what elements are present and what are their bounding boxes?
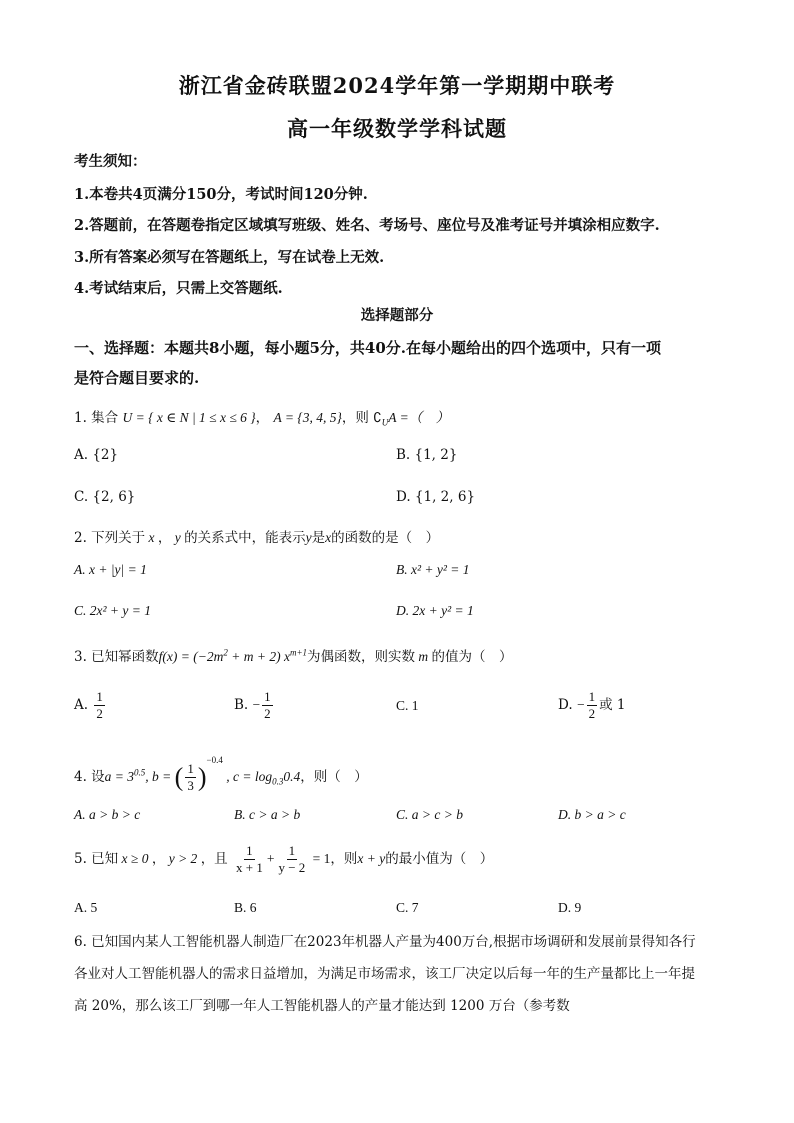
question-6-stem [74,926,724,1022]
set-a: A = {3, 4, 5} [273,410,342,425]
question-1-stem: 1. 集合 U = { x ∈ N | 1 ≤ x ≤ 6 }， A = {3, 4, 5}，则 $∁_UA$ =（ ） [74,410,450,428]
power-function-expression: $f(x) = (-2m^2 + m + 2)$ $x^{m+1}$ [158,647,308,664]
question-4-option-b: B. c > a > b [234,807,301,822]
section-title: 选择题部分 [360,307,434,324]
question-5-stem: 5. 已知 x ≥ 0 ， y > 2 ，且 $\frac{1}{x + 1}$ + $\frac{1}{y - 2}$ = 1，则x + y的最小值为（ ） [74,843,494,875]
exam-subtitle: 高一年级数学学科试题 [287,116,507,141]
question-2-stem: 2. 下列关于 x ， y 的关系式中，能表示y是x的函数的是（ ） [74,530,440,546]
notice-item: 2.答题前，在答题卷指定区域填写班级、姓名、考场号、座位号及准考证号并填涂相应数字. [74,217,660,234]
question-3-option-d: D. − $\frac{1}{2}$ 或 1 [558,689,626,721]
question-2-option-d: D. 2x + y² = 1 [396,603,474,618]
expression-a: $a = 3^{0.5}$, b = [104,767,175,784]
notice-item: 1.本卷共4页满分150分，考试时间120分钟. [74,186,368,203]
notice-item: 3.所有答案必须写在答题纸上，写在试卷上无效. [74,249,385,266]
question-4-option-a: A. a > b > c [74,807,141,822]
question-2-option-b: B. x² + y² = 1 [396,562,470,577]
notice-heading: 考生须知： [74,153,147,170]
notice-item: 4.考试结束后，只需上交答题纸. [74,280,283,297]
exam-title: 浙江省金砖联盟2024学年第一学期期中联考 [178,73,616,98]
question-2-option-a: A. x + |y| = 1 [74,562,147,577]
question-4-option-c: C. a > c > b [396,807,463,822]
question-2-option-c: C. 2x² + y = 1 [74,603,152,618]
question-6-line: 各业对人工智能机器人的需求日益增加，为满足市场需求，该工厂决定以后每一年的生产量都比上一年提 [74,966,695,982]
question-5-option-d: D. 9 [558,900,582,915]
question-1-option-b: B. {1, 2} [396,447,458,463]
question-1-option-a: A. {2} [74,447,119,463]
question-3-stem: 3. 已知幂函数$f(x) = (-2m^2 + m + 2)$ $x^{m+1}$为偶函数，则实数 m 的值为（ ） [74,647,513,665]
question-4-stem: 4. 设$a = 3^{0.5}$, b = ( $\frac{1}{3}$ )$^{-0.4}$ , $c = \log_{0.3}0.4$，则（ ） [74,755,368,793]
question-3-option-c: C. 1 [396,698,419,713]
question-5-option-b: B. 6 [234,900,257,915]
question-1-option-c: C. {2, 6} [74,489,136,505]
question-6-line: 高 20%，那么该工厂到哪一年人工智能机器人的产量才能达到 1200 万台（参考数 [74,998,570,1014]
question-4-option-d: D. b > a > c [558,807,626,822]
question-5-option-a: A. 5 [74,900,98,915]
question-5-option-c: C. 7 [396,900,419,915]
part-instruction-line: 是符合题目要求的. [74,369,200,387]
question-1-option-d: D. {1, 2, 6} [396,489,476,505]
question-3-option-b: B. − $\frac{1}{2}$ [234,689,271,721]
part-instruction [74,333,724,393]
part-instruction-line: 一、选择题：本题共8小题，每小题5分，共40分.在每小题给出的四个选项中，只有一项 [74,339,661,357]
question-3-option-a: A. $\frac{1}{2}$ [74,689,103,721]
set-u: U = { x ∈ N | 1 ≤ x ≤ 6 } [122,410,256,425]
question-6-line: 6. 已知国内某人工智能机器人制造厂在2023年机器人产量为400万台,根据市场调研和发展前景得知各行 [74,934,696,950]
